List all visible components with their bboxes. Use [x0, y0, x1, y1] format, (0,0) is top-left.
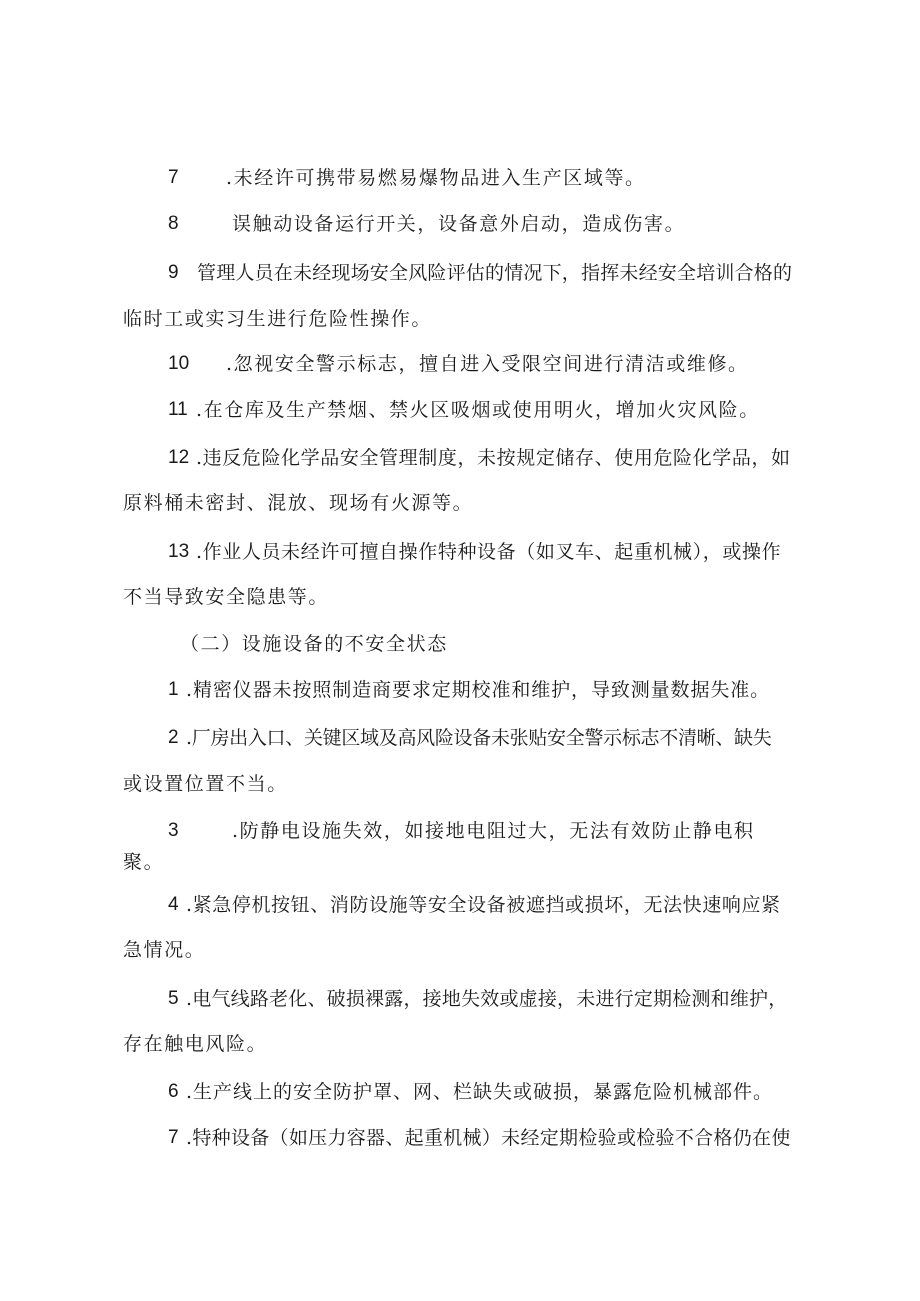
- item-number: 8: [168, 213, 179, 234]
- item-text-continuation: 聚。: [123, 851, 165, 873]
- item-text: .紧急停机按钮、消防设施等安全设备被遮挡或损坏，无法快速响应紧: [186, 894, 781, 916]
- item-number: 5: [168, 988, 179, 1009]
- item-text-continuation: 存在触电风险。: [123, 1033, 268, 1055]
- item-text: .精密仪器未按照制造商要求定期校准和维护，导致测量数据失准。: [186, 679, 771, 701]
- item-text-continuation: 临时工或实习生进行危险性操作。: [123, 308, 433, 330]
- item-number: 1: [168, 679, 179, 700]
- item-text: .忽视安全警示标志，擅自进入受限空间进行清洁或维修。: [226, 353, 749, 375]
- item-text-continuation: 原料桶未密封、混放、现场有火源等。: [123, 492, 474, 514]
- item-text: 管理人员在未经现场安全风险评估的情况下，指挥未经安全培训合格的: [197, 262, 793, 284]
- item-text: .电气线路老化、破损裸露，接地失效或虚接，未进行定期检测和维护，: [186, 988, 788, 1010]
- item-number: 13: [168, 541, 190, 562]
- item-number: 4: [168, 894, 179, 915]
- item-text: 误触动设备运行开关，设备意外启动，造成伤害。: [232, 213, 686, 235]
- item-text: .生产线上的安全防护罩、网、栏缺失或破损，暴露危险机械部件。: [186, 1081, 774, 1103]
- item-number: 2: [168, 727, 179, 748]
- item-text: .在仓库及生产禁烟、禁火区吸烟或使用明火，增加火灾风险。: [196, 399, 760, 421]
- item-number: 7: [168, 167, 179, 188]
- item-text: .未经许可携带易燃易爆物品进入生产区域等。: [226, 167, 646, 189]
- item-text-continuation: 急情况。: [123, 939, 206, 961]
- item-text-continuation: 不当导致安全隐患等。: [123, 586, 330, 608]
- item-number: 7: [168, 1127, 179, 1148]
- item-text: .作业人员未经许可擅自操作特种设备（如叉车、起重机械），或操作: [196, 541, 782, 563]
- item-number: 9: [168, 262, 179, 283]
- item-number: 12: [168, 447, 190, 468]
- item-number: 10: [168, 353, 190, 374]
- item-number: 6: [168, 1081, 179, 1102]
- item-number: 3: [168, 820, 179, 841]
- item-text: .厂房出入口、关键区域及高风险设备未张贴安全警示标志不清晰、缺失: [186, 727, 772, 749]
- item-text-continuation: 或设置位置不当。: [123, 773, 288, 795]
- item-text: .特种设备（如压力容器、起重机械）未经定期检验或检验不合格仍在使: [186, 1127, 791, 1149]
- item-number: 11: [168, 399, 188, 420]
- item-text: .防静电设施失效，如接地电阻过大，无法有效防止静电积: [232, 820, 755, 842]
- section-heading-text: （二）设施设备的不安全状态: [180, 633, 448, 655]
- item-text: .违反危险化学品安全管理制度，未按规定储存、使用危险化学品，如: [196, 447, 791, 469]
